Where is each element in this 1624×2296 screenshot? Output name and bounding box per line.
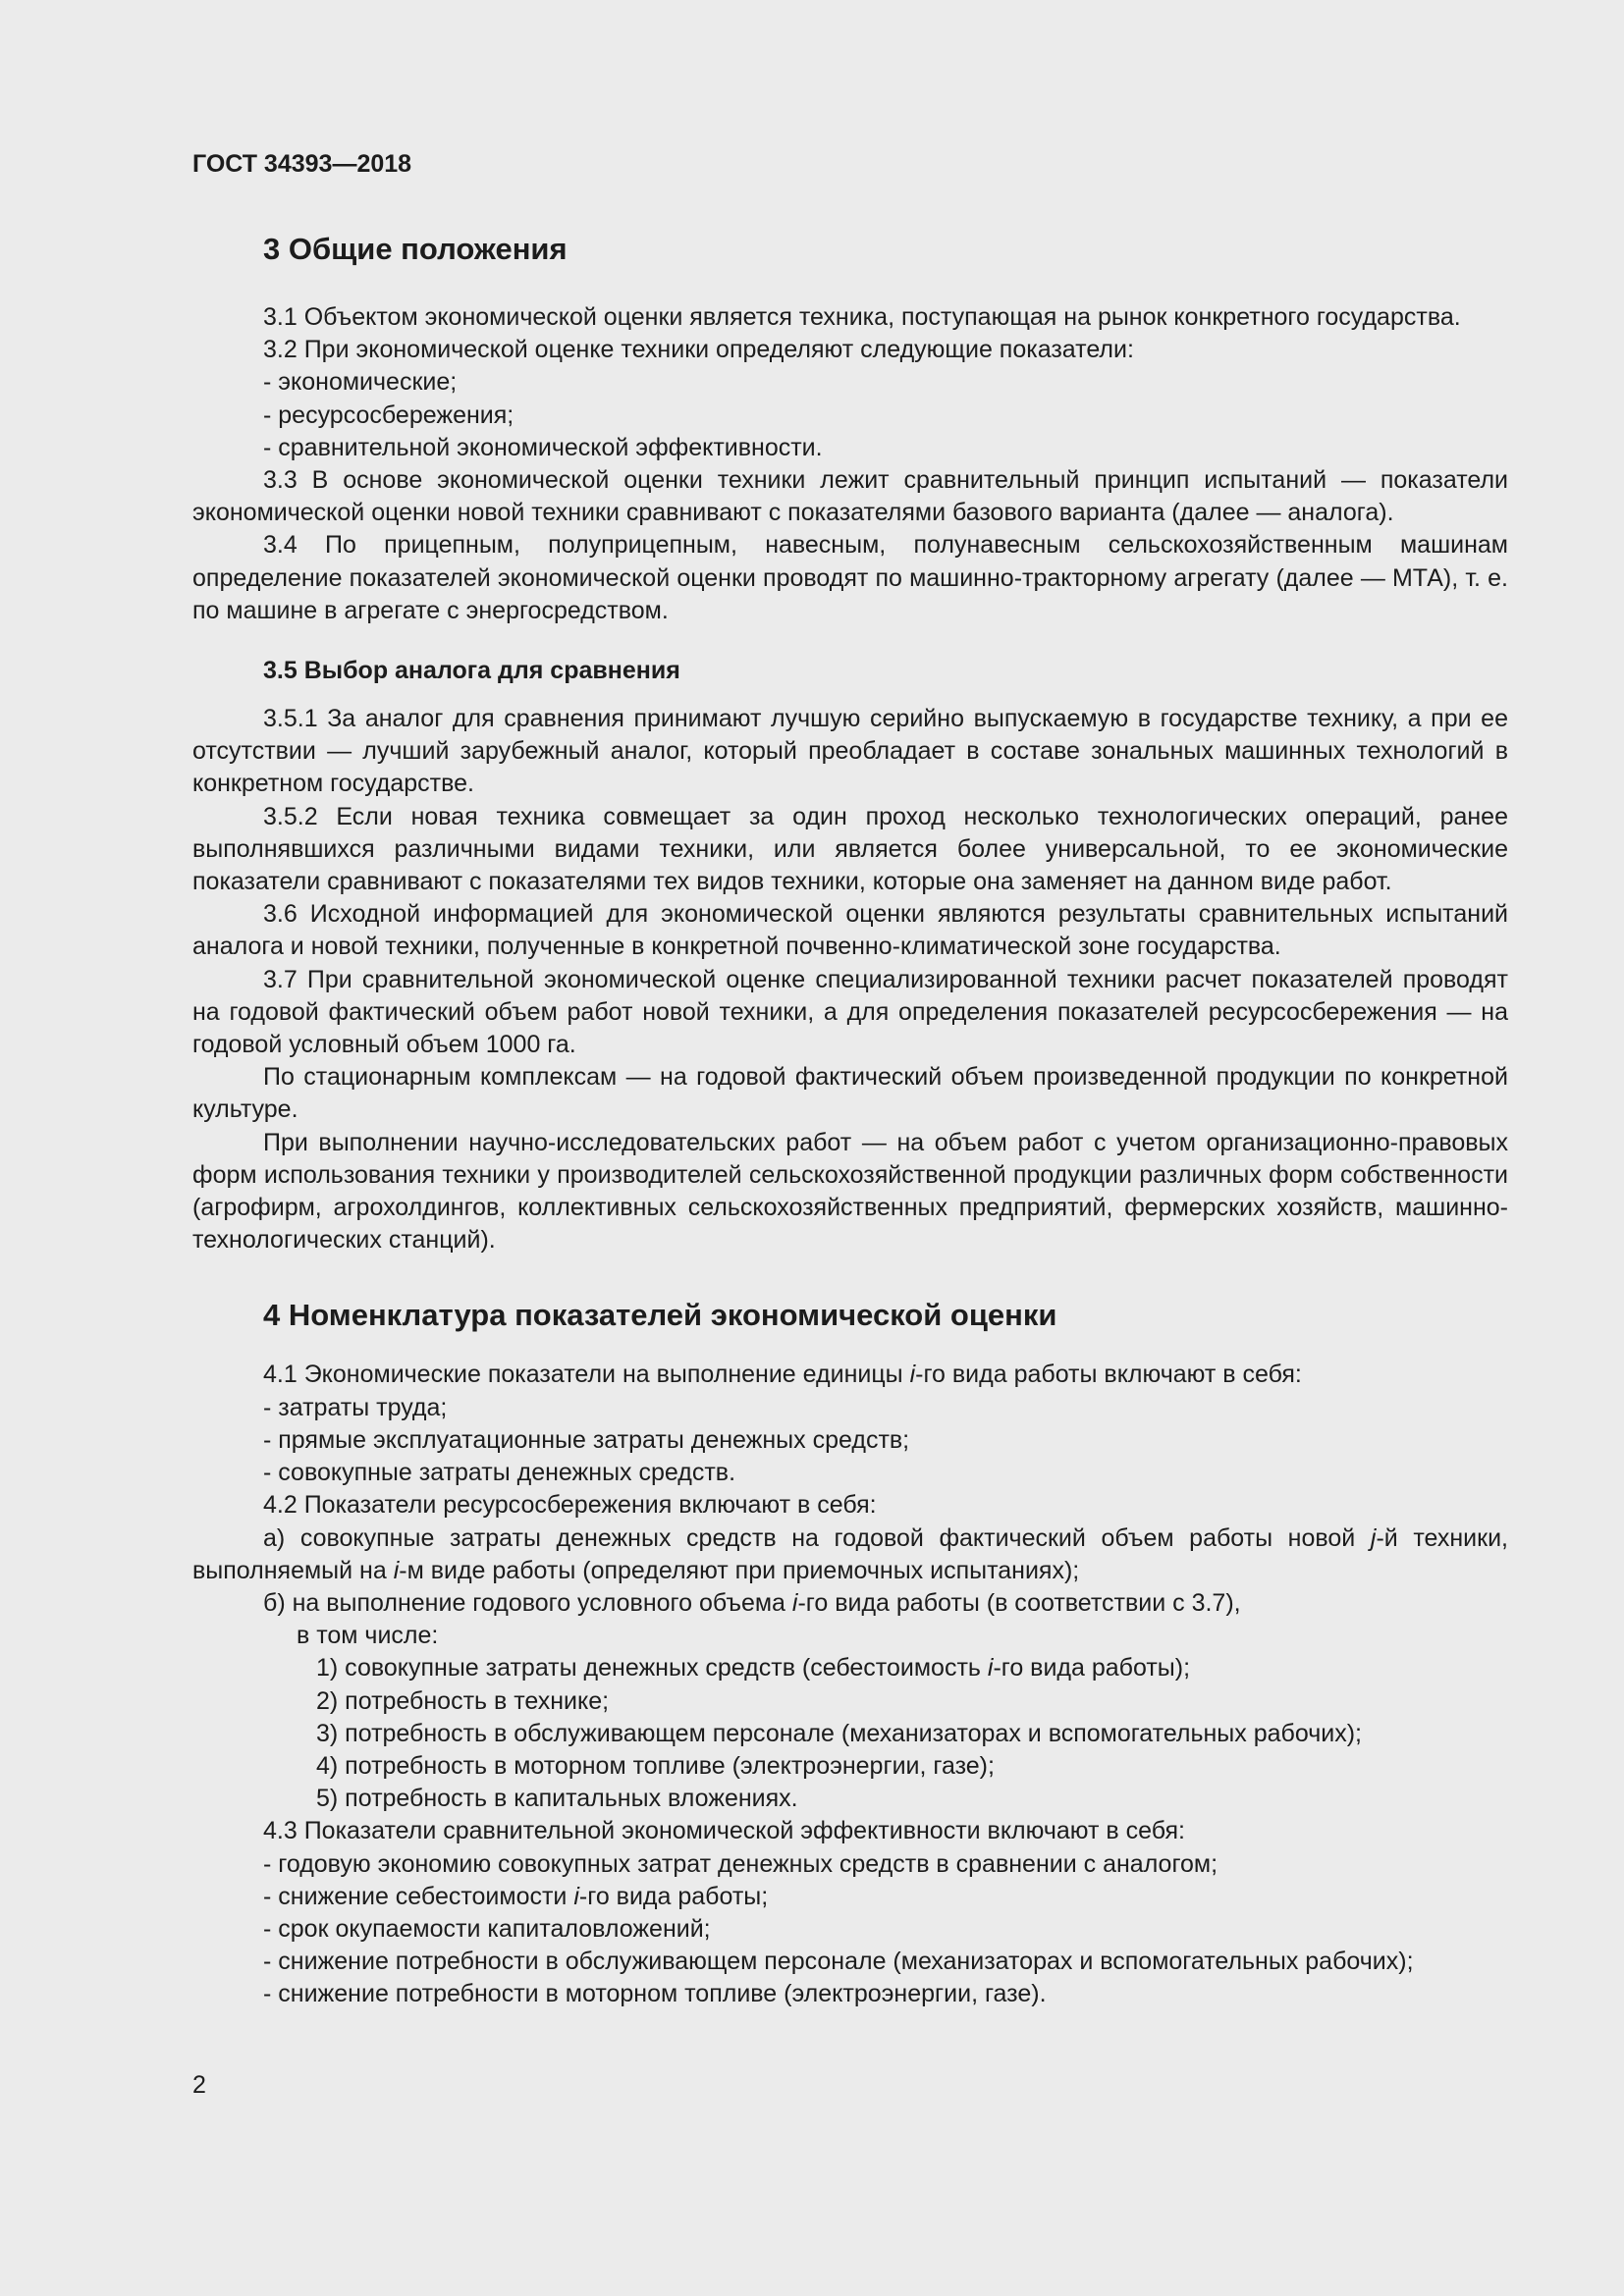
list-item: - затраты труда; — [263, 1393, 448, 1421]
list-item: - снижение потребности в моторном топливе (электроэнергии, газе). — [263, 1980, 1047, 2008]
paragraph-4-1: 4.1 Экономические показатели на выполнение единицы i-го вида работы включают в себя: — [263, 1361, 1302, 1389]
list-item: - годовую экономию совокупных затрат денежных средств в сравнении с аналогом; — [263, 1849, 1218, 1878]
paragraph-3-5-1: 3.5.1 За аналог для сравнения принимают лучшую серийно выпускаемую в государстве технику, а при ее отсутствии — лучший зарубежный аналог, который преобладает в составе зональных машинных технологий в конкретном государстве. — [192, 705, 1508, 798]
paragraph-4-3: 4.3 Показатели сравнительной экономической эффективности включают в себя: — [263, 1817, 1185, 1845]
paragraph-4-2: 4.2 Показатели ресурсосбережения включают в себя: — [263, 1491, 877, 1520]
document-header: ГОСТ 34393—2018 — [192, 150, 412, 178]
list-item: - экономические; — [263, 368, 458, 397]
list-item: 2) потребность в технике; — [316, 1686, 610, 1715]
list-item: 3) потребность в обслуживающем персонале (механизаторах и вспомогательных рабочих); — [316, 1719, 1362, 1747]
list-item: 4) потребность в моторном топливе (электроэнергии, газе); — [316, 1751, 995, 1780]
paragraph-4-2-a: а) совокупные затраты денежных средств на годовой фактический объем работы новой j-й техники, выполняемый на i-м виде работы (определяют при приемочных испытаниях); — [192, 1523, 1508, 1584]
list-item: 1) совокупные затраты денежных средств (себестоимость i-го вида работы); — [316, 1654, 1191, 1682]
paragraph-4-2-b: б) на выполнение годового условного объема i-го вида работы (в соответствии с 3.7), — [263, 1588, 1241, 1617]
page-number: 2 — [192, 2071, 206, 2099]
paragraph-3-6: 3.6 Исходной информацией для экономической оценки являются результаты сравнительных испытаний аналога и новой техники, полученные в конкретной почвенно-климатической зоне государства. — [192, 900, 1508, 961]
list-item: - ресурсосбережения; — [263, 400, 514, 429]
list-item: - снижение потребности в обслуживающем персонале (механизаторах и вспомогательных рабочих); — [263, 1948, 1414, 1976]
paragraph-3-7-stationary: По стационарным комплексам — на годовой фактический объем произведенной продукции по конкретной культуре. — [192, 1063, 1508, 1124]
paragraph-3-4: 3.4 По прицепным, полуприцепным, навесным, полунавесным сельскохозяйственным машинам определение показателей экономической оценки проводят по машинно-тракторному агрегату (далее — МТА), т. е. по машине в агрегате с энергосредством. — [192, 531, 1508, 624]
list-item: 5) потребность в капитальных вложениях. — [316, 1785, 798, 1813]
list-item: - сравнительной экономической эффективности. — [263, 433, 823, 461]
document-page — [192, 147, 1508, 2011]
paragraph-3-5-2: 3.5.2 Если новая техника совмещает за один проход несколько технологических операций, ранее выполнявшихся различными видами техники, или является более универсальной, то ее экономические показатели сравнивают с показателями тех видов техники, которые она заменяет на данном виде работ. — [192, 802, 1508, 896]
section-4-body — [192, 1359, 1508, 2010]
paragraph-3-3: 3.3 В основе экономической оценки техники лежит сравнительный принцип испытаний — показатели экономической оценки новой техники сравнивают с показателями базового варианта (далее — аналога). — [192, 466, 1508, 527]
paragraph-3-7-research: При выполнении научно-исследовательских работ — на объем работ с учетом организационно-правовых форм использования техники у производителей сельскохозяйственной продукции различных форм собственности (агрофирм, агрохолдингов, коллективных сельскохозяйственных предприятий, фермерских хозяйств, машинно-технологических станций). — [192, 1128, 1508, 1255]
paragraph-3-7: 3.7 При сравнительной экономической оценке специализированной техники расчет показателей проводят на годовой фактический объем работ новой техники, а для определения показателей ресурсосбережения — на годовой условный объем 1000 га. — [192, 965, 1508, 1059]
section-3-5-body — [192, 703, 1508, 1256]
section-4-title: 4 Номенклатура показателей экономической оценки — [263, 1298, 1057, 1333]
section-3-title: 3 Общие положения — [263, 232, 568, 266]
paragraph-3-1: 3.1 Объектом экономической оценки является техника, поступающая на рынок конкретного государства. — [263, 303, 1461, 331]
section-3-body — [192, 301, 1508, 627]
list-item: - прямые эксплуатационные затраты денежных средств; — [263, 1425, 910, 1454]
list-item: - совокупные затраты денежных средств. — [263, 1459, 736, 1487]
list-item: - срок окупаемости капиталовложений; — [263, 1914, 711, 1943]
paragraph-4-2-b-including: в том числе: — [297, 1622, 439, 1650]
paragraph-3-2: 3.2 При экономической оценке техники определяют следующие показатели: — [263, 336, 1134, 364]
section-3-5-title: 3.5 Выбор аналога для сравнения — [263, 657, 680, 685]
list-item: - снижение себестоимости i-го вида работы; — [263, 1882, 769, 1910]
